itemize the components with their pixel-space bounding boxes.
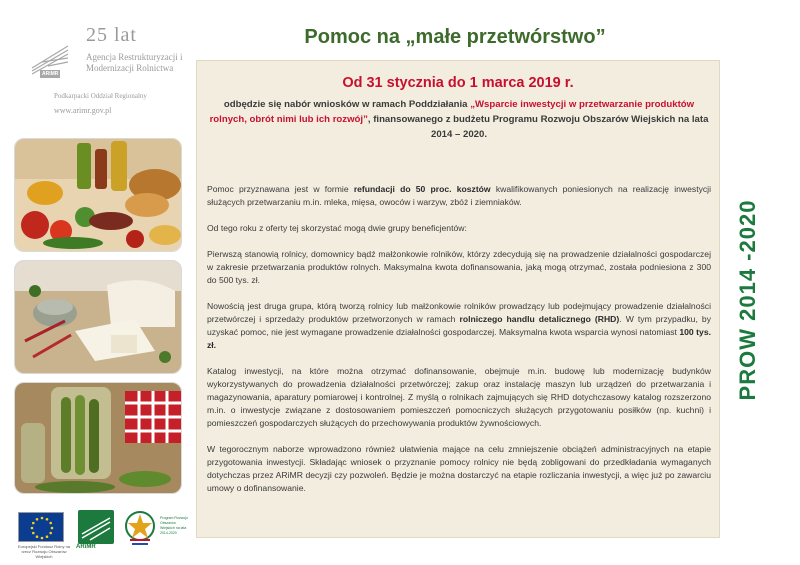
agency-name: Agencja Restrukturyzacji i Modernizacji Rolnictwa xyxy=(86,52,183,73)
p1-bold: refundacji do 50 proc. kosztów xyxy=(353,184,491,194)
vegetables-bread-photo xyxy=(14,138,182,252)
left-column xyxy=(0,0,190,565)
prow-side-label xyxy=(728,160,768,440)
p4-text-a: Nowością jest druga grupa, którą tworzą rolnicy lub małżonkowie rolników prowadzący lub podejmujący prowadzenie działalności przetwórczej i sprzedaży produktów przetworzonych w ramach xyxy=(207,301,711,324)
paragraph-simplifications: W tegorocznym naborze wprowadzono również ułatwienia mające na celu zmniejszenie obciążeń administracyjnych na etapie przygotowania inwestycji. Składając wniosek o przyznanie pomocy rolnicy nie będą zobligowani do przedkładania wymaganych dotychczas przez ARiMR decyzji czy pozwoleń. Będzie je można dostarczyć na etapie rozliczania inwestycji, a więc już po zawarciu umowy o dofinansowanie. xyxy=(207,444,711,493)
paragraph-investment-catalog: Katalog inwestycji, na które można otrzymać dofinansowanie, obejmuje m.in. budowę lub modernizację budynków wykorzystywanych do prowadzenia działalności przetwórczej; zakup oraz instalację maszyn lub urządzeń do przetwarzania i magazynowania, aparatury pomiarowej i kontrolnej. Z myślą o rolnikach zajmujących się RHD dotychczasowy katalog rozszerzono m.in. o inwestycje związane z dostosowaniem pomieszczeń pomocniczych służących przygotowaniu posiłków (np. kuchni) i pomieszczeń gospodarczych służących do przechowywania produktów żywnościowych. xyxy=(207,366,711,428)
agency-url: www.arimr.gov.pl xyxy=(54,106,112,115)
pickles-jar-photo xyxy=(14,382,182,494)
cheese-photo xyxy=(14,260,182,374)
lead-text xyxy=(209,97,709,142)
arimr-25-lat-logo xyxy=(18,14,188,132)
lead-part-2: , finansowanego z budżetu Programu Rozwoju Obszarów Wiejskich na lata 2014 – 2020. xyxy=(367,114,709,140)
p1-text-a: Pomoc przyznawana jest w formie xyxy=(207,184,354,194)
p4-text-b: . W tym przypadku, by uzyskać pomoc, nie jest wymagane prowadzenie działalności gospodarczej. Maksymalna kwota wsparcia wynosi natomiast xyxy=(207,314,711,337)
paragraph-beneficiary-groups: Od tego roku z oferty tej skorzystać mogą dwie grupy beneficjentów: xyxy=(207,223,467,233)
footer-logos xyxy=(14,504,194,559)
arimr-logo-icon xyxy=(78,510,114,544)
paragraph-refund xyxy=(207,183,711,209)
prow-caption: Program Rozwoju Obszarów Wiejskich na lata 2014-2020 xyxy=(160,516,188,535)
date-range-heading: Od 31 stycznia do 1 marca 2019 r. xyxy=(342,75,574,91)
lead-part-1: odbędzie się nabór wniosków w ramach Poddziałania xyxy=(223,99,471,110)
body-text xyxy=(207,183,711,495)
arimr-caption: ARiMR xyxy=(76,544,96,550)
lead-highlight: „Wsparcie inwestycji w przetwarzanie produktów rolnych, obrót nimi lub ich rozwój” xyxy=(209,99,695,125)
eu-flag-icon xyxy=(18,512,64,542)
prow-star-logo-icon xyxy=(122,508,158,548)
paragraph-first-group: Pierwszą stanowią rolnicy, domownicy bądź małżonkowie rolników, którzy zdecydują się na prowadzenie działalności gospodarczej w zakresie przetwarzania produktów rolnych. Maksymalna kwota dofinansowania, jaką mogą otrzymać, została podniesiona z 300 do 500 tys. zł. xyxy=(207,249,711,285)
years-label: 25 lat xyxy=(86,24,137,46)
eu-fund-caption: Europejski Fundusz Rolny na rzecz Rozwoju Obszarów Wiejskich xyxy=(17,544,71,559)
p1-text-b: kwalifikowanych poniesionych na realizację inwestycji służących przetwarzaniu m.in. mleka, mięsa, owoców i warzyw, zbóż i ziemniaków. xyxy=(207,184,711,207)
p4-bold-2: 100 tys. zł. xyxy=(207,327,711,350)
arimr-short-label: ARiMR xyxy=(42,71,59,77)
announcement-panel xyxy=(196,60,720,538)
page-title: Pomoc na „małe przetwórstwo” xyxy=(304,26,606,48)
p4-bold: rolniczego handlu detalicznego (RHD) xyxy=(459,314,620,324)
paragraph-second-group xyxy=(207,300,711,352)
prow-side-text: PROW 2014 -2020 xyxy=(735,199,760,401)
branch-name: Podkarpacki Oddział Regionalny xyxy=(54,92,147,100)
